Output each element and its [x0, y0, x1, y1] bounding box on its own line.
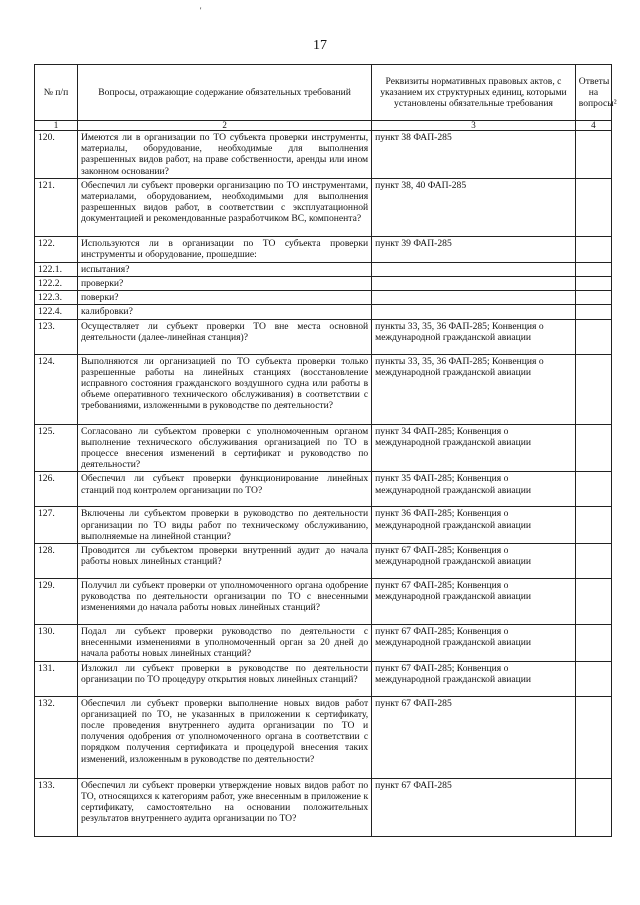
requirements-table [34, 64, 617, 837]
row-answer-cell[interactable] [575, 625, 611, 662]
row-question: Имеются ли в организации по ТО субъекта проверки инструменты, материалы, оборудование, необходимые для выполнения разрешенных видов работ, на праве собственности, аренды или ином законном основании? [77, 131, 371, 179]
row-requisites: пункт 67 ФАП-285; Конвенция о международной гражданской авиации [372, 625, 576, 662]
row-question: испытания? [77, 262, 371, 276]
row-question: Обеспечил ли субъект проверки функционирование линейных станций под контролем организации по ТО? [77, 472, 371, 507]
row-number: 125. [35, 424, 78, 472]
row-question: Проводится ли субъектом проверки внутренний аудит до начала работы новых линейных станций? [77, 544, 371, 579]
row-question: Включены ли субъектом проверки в руководство по деятельности организации по ТО виды работ по техническому обслуживанию, выполняемые на линейной станции? [77, 507, 371, 544]
page-number: 17 [313, 38, 327, 53]
table-row [35, 319, 612, 354]
row-answer-cell[interactable] [575, 131, 611, 179]
row-requisites: пункт 38 ФАП-285 [372, 131, 576, 179]
row-answer-cell[interactable] [575, 661, 611, 696]
row-requisites: пункт 36 ФАП-285; Конвенция о международной гражданской авиации [372, 507, 576, 544]
row-number: 122. [35, 236, 78, 262]
header-question: Вопросы, отражающие содержание обязательных требований [77, 65, 371, 121]
row-answer-cell[interactable] [575, 424, 611, 472]
row-answer-cell[interactable] [575, 277, 611, 291]
row-number: 122.1. [35, 262, 78, 276]
row-requisites: пункт 35 ФАП-285; Конвенция о международной гражданской авиации [372, 472, 576, 507]
table-row [35, 277, 612, 291]
table-row [35, 778, 612, 836]
row-number: 126. [35, 472, 78, 507]
row-question: калибровки? [77, 305, 371, 319]
row-requisites: пункт 67 ФАП-285; Конвенция о международной гражданской авиации [372, 579, 576, 625]
row-number: 129. [35, 579, 78, 625]
row-requisites [372, 305, 576, 319]
row-answer-cell[interactable] [575, 778, 611, 836]
table-row [35, 625, 612, 662]
table-row [35, 579, 612, 625]
row-answer-cell[interactable] [575, 354, 611, 424]
table-row [35, 424, 612, 472]
row-question: Получил ли субъект проверки от уполномоченного органа одобрение руководства по деятельности организации по ТО с внесенными изменениями до начала работы новых линейных станций? [77, 579, 371, 625]
table-row [35, 236, 612, 262]
header-requisites: Реквизиты нормативных правовых актов, с указанием их структурных единиц, которыми установлены обязательные требования [372, 65, 576, 121]
row-question: Подал ли субъект проверки руководство по деятельности с внесенными изменениями в уполномоченный орган за 20 дней до начала работы новых линейных станций? [77, 625, 371, 662]
table-body [35, 131, 612, 837]
row-number: 132. [35, 696, 78, 778]
table-row [35, 661, 612, 696]
row-question: Выполняются ли организацией по ТО субъекта проверки только разрешенные работы на линейных станциях (восстановление исправного состояния гражданского воздушного судна или работы в объеме оперативного технического обслуживания) в соответствии с требованиями, изложенными в руководстве по деятельности? [77, 354, 371, 424]
header-num: № п/п [35, 65, 78, 121]
row-answer-cell[interactable] [575, 291, 611, 305]
row-requisites: пункт 67 ФАП-285 [372, 696, 576, 778]
row-requisites [372, 277, 576, 291]
table-row [35, 544, 612, 579]
column-number: 4 [575, 121, 611, 131]
row-question: Осуществляет ли субъект проверки ТО вне места основной деятельности (далее-линейная станция)? [77, 319, 371, 354]
header-answers: Ответы на вопросы² [575, 65, 611, 121]
column-number-row [35, 121, 612, 131]
row-question: проверки? [77, 277, 371, 291]
row-requisites: пункт 34 ФАП-285; Конвенция о международной гражданской авиации [372, 424, 576, 472]
row-number: 127. [35, 507, 78, 544]
row-number: 122.3. [35, 291, 78, 305]
row-question: Обеспечил ли субъект проверки организацию по ТО инструментами, материалами, оборудованием, необходимыми для выполнения разрешенных видов работ, в соответствии с эксплуатационной документацией и рекомендованные разработчиком ВС, компонента? [77, 178, 371, 236]
row-answer-cell[interactable] [575, 472, 611, 507]
row-answer-cell[interactable] [575, 236, 611, 262]
table-row [35, 354, 612, 424]
row-requisites: пункт 67 ФАП-285; Конвенция о международной гражданской авиации [372, 544, 576, 579]
row-number: 131. [35, 661, 78, 696]
row-number: 133. [35, 778, 78, 836]
row-answer-cell[interactable] [575, 696, 611, 778]
row-number: 128. [35, 544, 78, 579]
row-number: 121. [35, 178, 78, 236]
stray-mark: ' [200, 6, 202, 15]
row-answer-cell[interactable] [575, 507, 611, 544]
row-question: Согласовано ли субъектом проверки с уполномоченным органом выполнение технического обслуживания организацией по ТО в процессе внесения изменений в сертификат и руководство по деятельности? [77, 424, 371, 472]
row-requisites: пункты 33, 35, 36 ФАП-285; Конвенция о международной гражданской авиации [372, 319, 576, 354]
row-requisites: пункт 38, 40 ФАП-285 [372, 178, 576, 236]
row-question: Используются ли в организации по ТО субъекта проверки инструменты и оборудование, прошедшие: [77, 236, 371, 262]
row-answer-cell[interactable] [575, 262, 611, 276]
row-question: поверки? [77, 291, 371, 305]
row-requisites: пункты 33, 35, 36 ФАП-285; Конвенция о международной гражданской авиации [372, 354, 576, 424]
row-requisites: пункт 67 ФАП-285 [372, 778, 576, 836]
row-answer-cell[interactable] [575, 579, 611, 625]
row-number: 122.4. [35, 305, 78, 319]
row-question: Обеспечил ли субъект проверки утверждение новых видов работ по ТО, относящихся к категориям работ, уже внесенным в приложение к сертификату, самостоятельно на основании положительных результатов внутреннего аудита организации по ТО? [77, 778, 371, 836]
row-requisites: пункт 39 ФАП-285 [372, 236, 576, 262]
table-row [35, 507, 612, 544]
table-row [35, 305, 612, 319]
row-requisites: пункт 67 ФАП-285; Конвенция о международной гражданской авиации [372, 661, 576, 696]
row-question: Изложил ли субъект проверки в руководстве по деятельности организации по ТО процедуру открытия новых линейных станций? [77, 661, 371, 696]
row-number: 124. [35, 354, 78, 424]
row-answer-cell[interactable] [575, 544, 611, 579]
column-number: 1 [35, 121, 78, 131]
row-answer-cell[interactable] [575, 178, 611, 236]
table-row [35, 696, 612, 778]
column-number: 2 [77, 121, 371, 131]
row-requisites [372, 262, 576, 276]
table-row [35, 178, 612, 236]
row-question: Обеспечил ли субъект проверки выполнение новых видов работ организацией по ТО, не указанных в приложении к сертификату, после проведения внутреннего аудита организации по ТО и получения одобрения от уполномоченного органа в соответствии с порядком получения сертификата и процедурой внесения таких изменений, изложенным в руководстве по деятельности? [77, 696, 371, 778]
row-number: 123. [35, 319, 78, 354]
table-row [35, 262, 612, 276]
header-row [35, 65, 612, 121]
table-row [35, 291, 612, 305]
table-row [35, 472, 612, 507]
row-answer-cell[interactable] [575, 305, 611, 319]
row-number: 130. [35, 625, 78, 662]
table-row [35, 131, 612, 179]
column-number: 3 [372, 121, 576, 131]
row-requisites [372, 291, 576, 305]
row-answer-cell[interactable] [575, 319, 611, 354]
row-number: 122.2. [35, 277, 78, 291]
row-number: 120. [35, 131, 78, 179]
